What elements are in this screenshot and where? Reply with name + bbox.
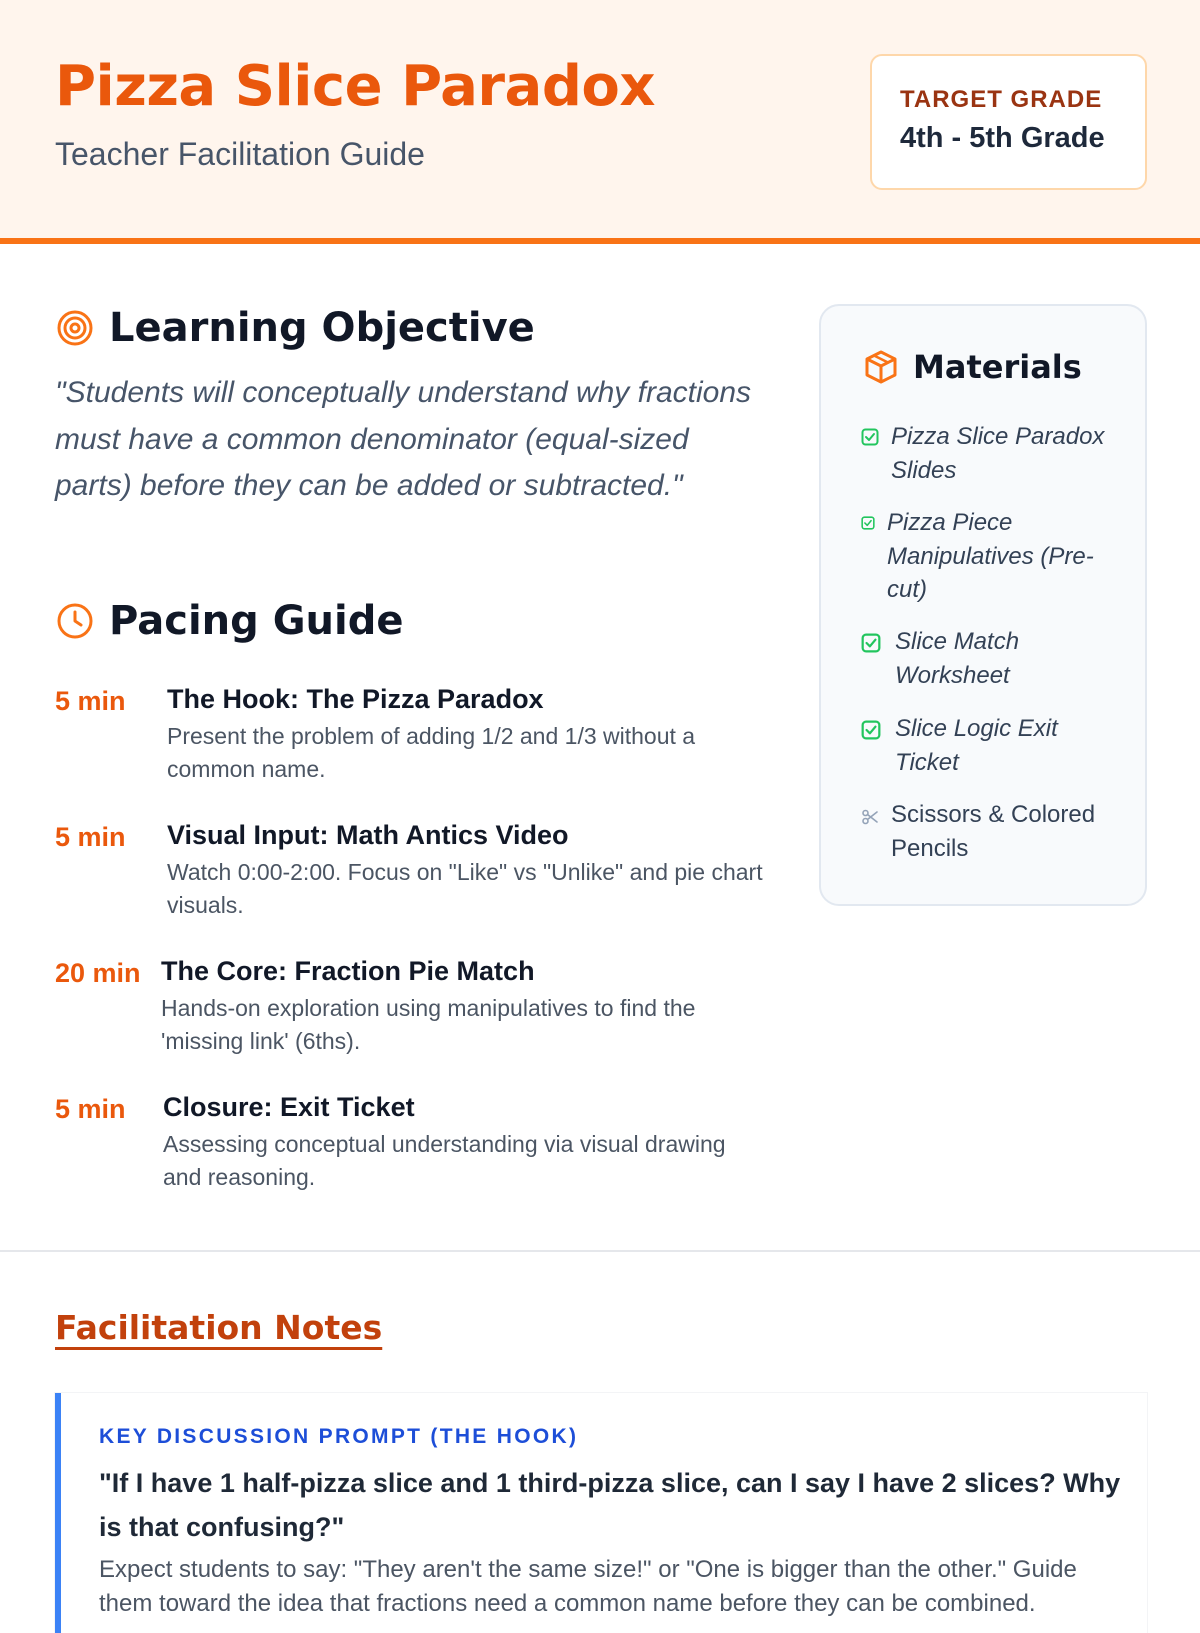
materials-item bbox=[861, 506, 1111, 607]
pacing-time: 20 min bbox=[55, 958, 141, 988]
discussion-prompt-expectation: Expect students to say: "They aren't the same size!" or "One is bigger than the other." Guide them toward the idea that fractions need a common name before they can be combined. bbox=[99, 1556, 1077, 1617]
clock-icon bbox=[55, 601, 95, 641]
check-square-icon bbox=[861, 428, 879, 446]
materials-item-label: Slice Match Worksheet bbox=[895, 628, 1020, 689]
pacing-title: The Hook: The Pizza Paradox bbox=[167, 684, 544, 714]
pacing-title: Visual Input: Math Antics Video bbox=[167, 820, 569, 850]
materials-card bbox=[819, 304, 1147, 906]
pacing-time: 5 min bbox=[55, 1094, 126, 1124]
materials-item-label: Pizza Slice Paradox Slides bbox=[891, 423, 1105, 484]
pacing-item bbox=[55, 680, 765, 786]
pacing-description: Hands-on exploration using manipulatives to find the 'missing link' (6ths). bbox=[161, 995, 696, 1054]
learning-objective-title: Learning Objective bbox=[109, 305, 535, 351]
pacing-title: Closure: Exit Ticket bbox=[163, 1092, 415, 1122]
pacing-time: 5 min bbox=[55, 686, 126, 716]
pacing-time: 5 min bbox=[55, 822, 126, 852]
section-divider bbox=[0, 1250, 1200, 1252]
materials-item bbox=[861, 712, 1101, 779]
materials-item bbox=[861, 798, 1121, 865]
check-square-icon bbox=[861, 516, 875, 530]
discussion-prompt-label: KEY DISCUSSION PROMPT (THE HOOK) bbox=[99, 1425, 579, 1448]
discussion-prompt-card bbox=[55, 1393, 1147, 1633]
page-subtitle: Teacher Facilitation Guide bbox=[55, 136, 425, 172]
pacing-title: The Core: Fraction Pie Match bbox=[161, 956, 535, 986]
target-grade-value: 4th - 5th Grade bbox=[900, 122, 1105, 154]
pacing-description: Watch 0:00-2:00. Focus on "Like" vs "Unlike" and pie chart visuals. bbox=[167, 859, 763, 918]
materials-item-label: Pizza Piece Manipulatives (Pre-cut) bbox=[887, 509, 1094, 603]
materials-item bbox=[861, 420, 1111, 487]
box-icon bbox=[863, 349, 899, 385]
materials-item-label: Scissors & Colored Pencils bbox=[891, 801, 1096, 862]
target-grade-card bbox=[870, 54, 1147, 190]
facilitation-notes-heading: Facilitation Notes bbox=[55, 1308, 383, 1347]
materials-item-label: Slice Logic Exit Ticket bbox=[895, 715, 1058, 776]
page-header bbox=[0, 0, 1200, 244]
check-square-icon bbox=[861, 720, 881, 740]
pacing-guide-title: Pacing Guide bbox=[109, 598, 404, 644]
materials-heading bbox=[863, 348, 1082, 386]
pacing-item bbox=[55, 952, 765, 1058]
target-icon bbox=[55, 308, 95, 348]
pacing-guide-heading bbox=[55, 598, 403, 644]
page-title: Pizza Slice Paradox bbox=[55, 54, 656, 119]
target-grade-label: TARGET GRADE bbox=[900, 86, 1103, 113]
pacing-item bbox=[55, 1088, 765, 1194]
scissors-icon bbox=[861, 808, 879, 826]
pacing-description: Assessing conceptual understanding via visual drawing and reasoning. bbox=[163, 1131, 726, 1190]
materials-item bbox=[861, 625, 1101, 692]
learning-objective-text: "Students will conceptually understand why fractions must have a common denominator (equal-sized parts) before they can be added or subtracted." bbox=[55, 376, 752, 502]
pacing-item bbox=[55, 816, 765, 922]
discussion-prompt-quote: "If I have 1 half-pizza slice and 1 third-pizza slice, can I say I have 2 slices? Why is that confusing?" bbox=[99, 1468, 1121, 1542]
check-square-icon bbox=[861, 633, 881, 653]
pacing-description: Present the problem of adding 1/2 and 1/3 without a common name. bbox=[167, 723, 696, 782]
materials-title: Materials bbox=[913, 348, 1082, 386]
learning-objective-heading bbox=[55, 305, 535, 351]
